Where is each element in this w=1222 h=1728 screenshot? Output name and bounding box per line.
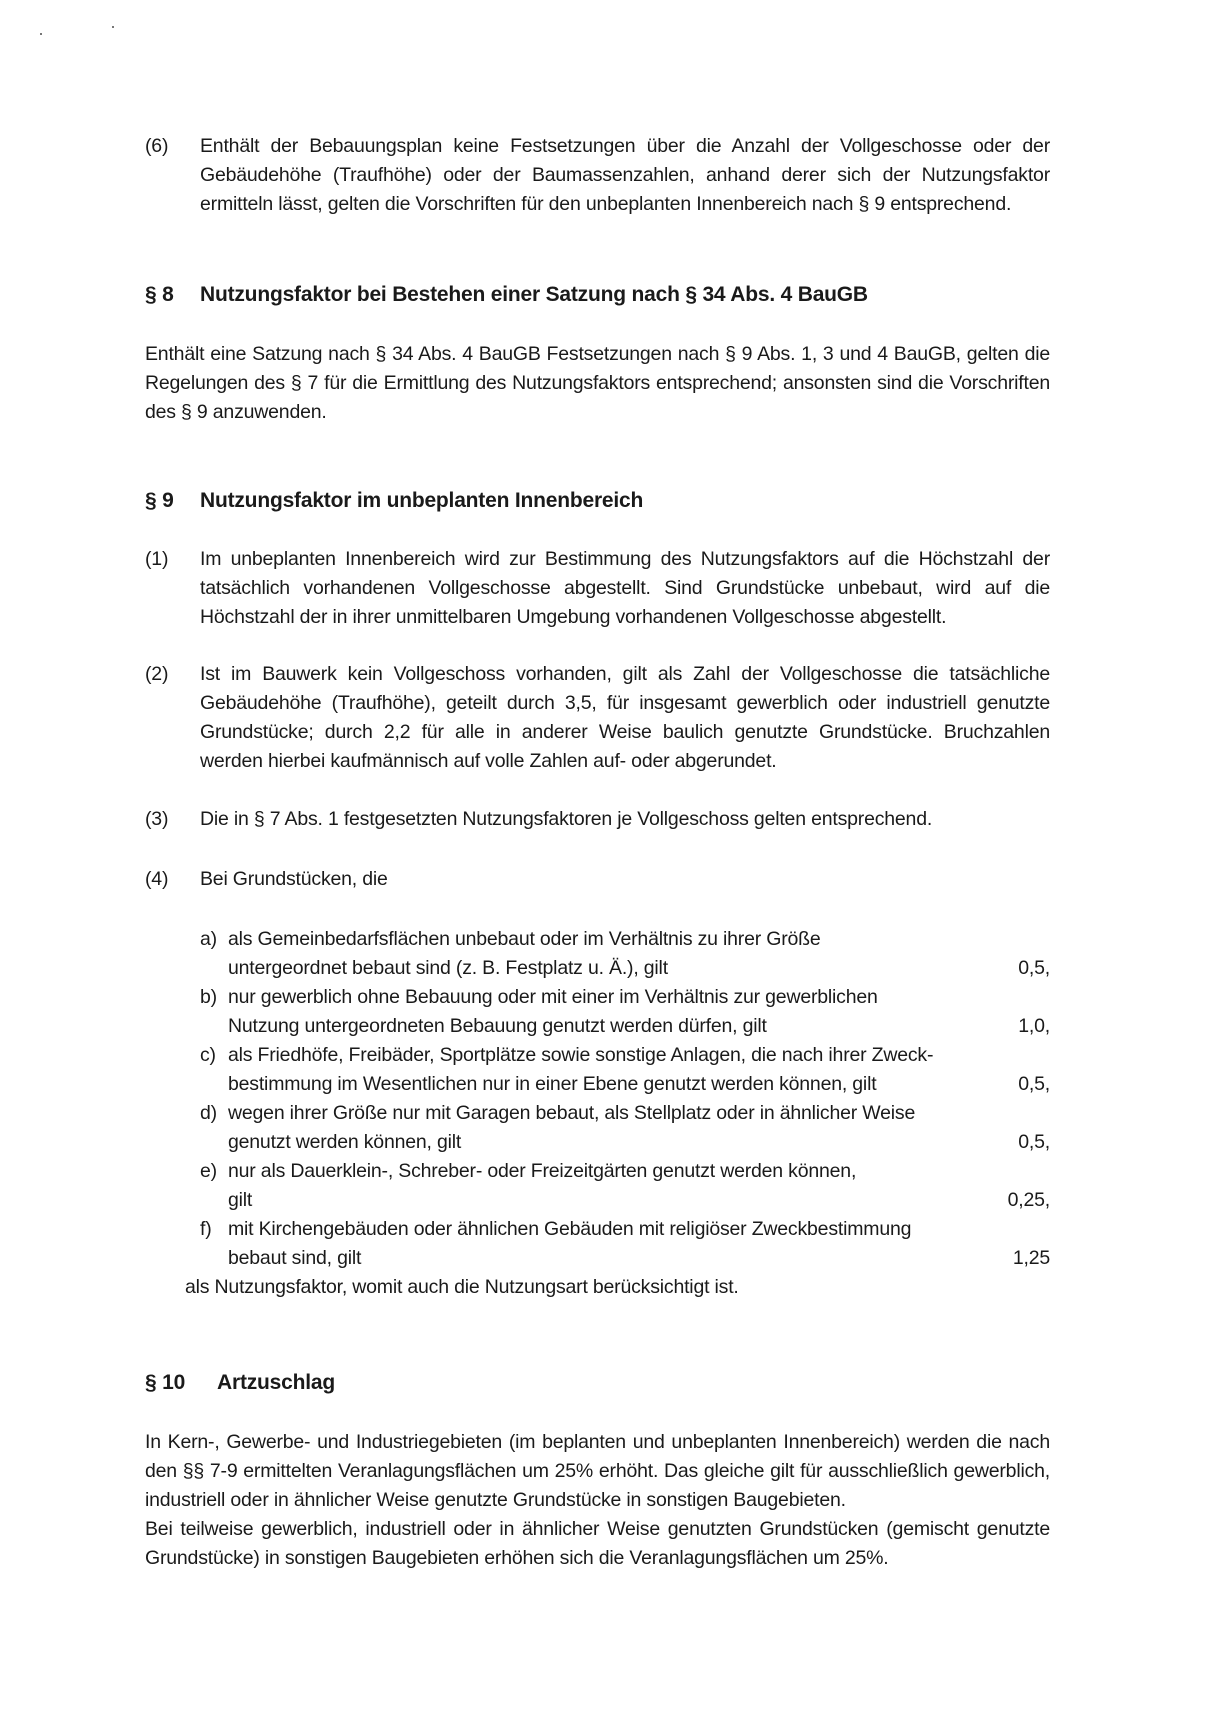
scan-speck bbox=[40, 33, 42, 35]
item-text-line: Nutzung untergeordneten Bebauung genutzt werden dürfen, gilt bbox=[228, 1015, 767, 1037]
list-item bbox=[200, 925, 1050, 983]
usage-factor-list bbox=[200, 925, 1050, 1273]
paragraph-number: (2) bbox=[145, 663, 169, 685]
paragraph-number: (4) bbox=[145, 868, 169, 890]
paragraph-text: Bei teilweise gewerblich, industriell oder in ähnlicher Weise genutzten Grundstücken (gemischt genutzte Grundstücke) in sonstigen Baugebieten erhöhen sich die Veranlagungsflächen um 25%. bbox=[145, 1518, 1050, 1569]
section-number: § 10 bbox=[145, 1371, 186, 1394]
section-title: Artzuschlag bbox=[217, 1371, 335, 1394]
item-value: 0,5, bbox=[1018, 957, 1050, 979]
item-text-line: untergeordnet bebaut sind (z. B. Festplatz u. Ä.), gilt bbox=[228, 957, 668, 979]
item-label: e) bbox=[200, 1160, 217, 1182]
item-value: 0,5, bbox=[1018, 1073, 1050, 1095]
section-8-heading bbox=[145, 280, 1050, 310]
item-text-line: gilt bbox=[228, 1189, 253, 1211]
section-number: § 9 bbox=[145, 489, 174, 512]
item-text-line: bestimmung im Wesentlichen nur in einer Ebene genutzt werden können, gilt bbox=[228, 1073, 877, 1095]
section-8-text bbox=[145, 340, 1050, 427]
paragraph-number: (3) bbox=[145, 808, 169, 830]
paragraph-text: Enthält der Bebauungsplan keine Festsetzungen über die Anzahl der Vollgeschosse oder der Gebäudehöhe (Traufhöhe) oder der Baumassenzahlen, anhand derer sich der Nutzungsfaktor ermitteln lässt, gelten die Vorschriften für den unbeplanten Innenbereich nach § 9 entsprechend. bbox=[200, 135, 1050, 215]
section-title: Nutzungsfaktor bei Bestehen einer Satzung nach § 34 Abs. 4 BauGB bbox=[200, 283, 868, 306]
list-item bbox=[200, 983, 1050, 1041]
item-text-line: bebaut sind, gilt bbox=[228, 1247, 362, 1269]
section-9-paragraph-2 bbox=[145, 660, 1050, 776]
section-10-heading bbox=[145, 1368, 1050, 1398]
item-text-line: als Friedhöfe, Freibäder, Sportplätze sowie sonstige Anlagen, die nach ihrer Zweck- bbox=[228, 1044, 934, 1066]
item-value: 1,0, bbox=[1018, 1015, 1050, 1037]
section-9-closing bbox=[185, 1273, 1050, 1302]
item-value: 0,5, bbox=[1018, 1131, 1050, 1153]
item-label: d) bbox=[200, 1102, 217, 1124]
paragraph-text: Ist im Bauwerk kein Vollgeschoss vorhanden, gilt als Zahl der Vollgeschosse die tatsächliche Gebäudehöhe (Traufhöhe), geteilt durch 3,5, für insgesamt gewerblich oder industriell genutzte Grundstücke; durch 2,2 für alle in anderer Weise baulich genutzte Grundstücke. Bruchzahlen werden hierbei kaufmännisch auf volle Zahlen auf- oder abgerundet. bbox=[200, 663, 1050, 772]
paragraph-text: In Kern-, Gewerbe- und Industriegebieten (im beplanten und unbeplanten Innenbereich) werden die nach den §§ 7-9 ermittelten Veranlagungsflächen um 25% erhöht. Das gleiche gilt für ausschließlich gewerblich, industriell oder in ähnlicher Weise genutzte Grundstücke in sonstigen Baugebieten. bbox=[145, 1431, 1050, 1511]
section-9-paragraph-1 bbox=[145, 545, 1050, 632]
section-title: Nutzungsfaktor im unbeplanten Innenbereich bbox=[200, 489, 644, 512]
paragraph-text: als Nutzungsfaktor, womit auch die Nutzungsart berücksichtigt ist. bbox=[185, 1276, 739, 1298]
item-text-line: genutzt werden können, gilt bbox=[228, 1131, 462, 1153]
paragraph-text: Die in § 7 Abs. 1 festgesetzten Nutzungsfaktoren je Vollgeschoss gelten entsprechend. bbox=[200, 808, 933, 830]
item-label: c) bbox=[200, 1044, 216, 1066]
section-9-paragraph-4 bbox=[145, 865, 1050, 894]
section-10-text bbox=[145, 1428, 1050, 1573]
paragraph-number: (6) bbox=[145, 135, 169, 157]
list-item bbox=[200, 1157, 1050, 1215]
item-label: f) bbox=[200, 1218, 212, 1240]
scan-speck bbox=[112, 26, 114, 28]
item-value: 0,25, bbox=[1007, 1189, 1050, 1211]
section-number: § 8 bbox=[145, 283, 174, 306]
item-text-line: nur gewerblich ohne Bebauung oder mit einer im Verhältnis zur gewerblichen bbox=[228, 986, 878, 1008]
list-item bbox=[200, 1215, 1050, 1273]
section-9-heading bbox=[145, 486, 1050, 516]
item-label: b) bbox=[200, 986, 217, 1008]
item-text-line: nur als Dauerklein-, Schreber- oder Freizeitgärten genutzt werden können, bbox=[228, 1160, 857, 1182]
section-7-paragraph-6 bbox=[145, 132, 1050, 219]
list-item bbox=[200, 1041, 1050, 1099]
item-text-line: mit Kirchengebäuden oder ähnlichen Gebäuden mit religiöser Zweckbestimmung bbox=[228, 1218, 912, 1240]
item-text-line: als Gemeinbedarfsflächen unbebaut oder im Verhältnis zu ihrer Größe bbox=[228, 928, 821, 950]
item-text-line: wegen ihrer Größe nur mit Garagen bebaut, als Stellplatz oder in ähnlicher Weise bbox=[228, 1102, 916, 1124]
paragraph-text: Bei Grundstücken, die bbox=[200, 868, 388, 890]
section-9-paragraph-3 bbox=[145, 805, 1050, 834]
item-value: 1,25 bbox=[1012, 1247, 1050, 1269]
list-item bbox=[200, 1099, 1050, 1157]
item-label: a) bbox=[200, 928, 217, 950]
paragraph-number: (1) bbox=[145, 548, 169, 570]
paragraph-text: Im unbeplanten Innenbereich wird zur Bestimmung des Nutzungsfaktors auf die Höchstzahl der tatsächlich vorhandenen Vollgeschosse abgestellt. Sind Grundstücke unbebaut, wird auf die Höchstzahl der in ihrer unmittelbaren Umgebung vorhandenen Vollgeschosse abgestellt. bbox=[200, 548, 1050, 628]
paragraph-text: Enthält eine Satzung nach § 34 Abs. 4 BauGB Festsetzungen nach § 9 Abs. 1, 3 und 4 BauGB, gelten die Regelungen des § 7 für die Ermittlung des Nutzungsfaktors entsprechend; ansonsten sind die Vorschriften des § 9 anzuwenden. bbox=[145, 343, 1050, 423]
